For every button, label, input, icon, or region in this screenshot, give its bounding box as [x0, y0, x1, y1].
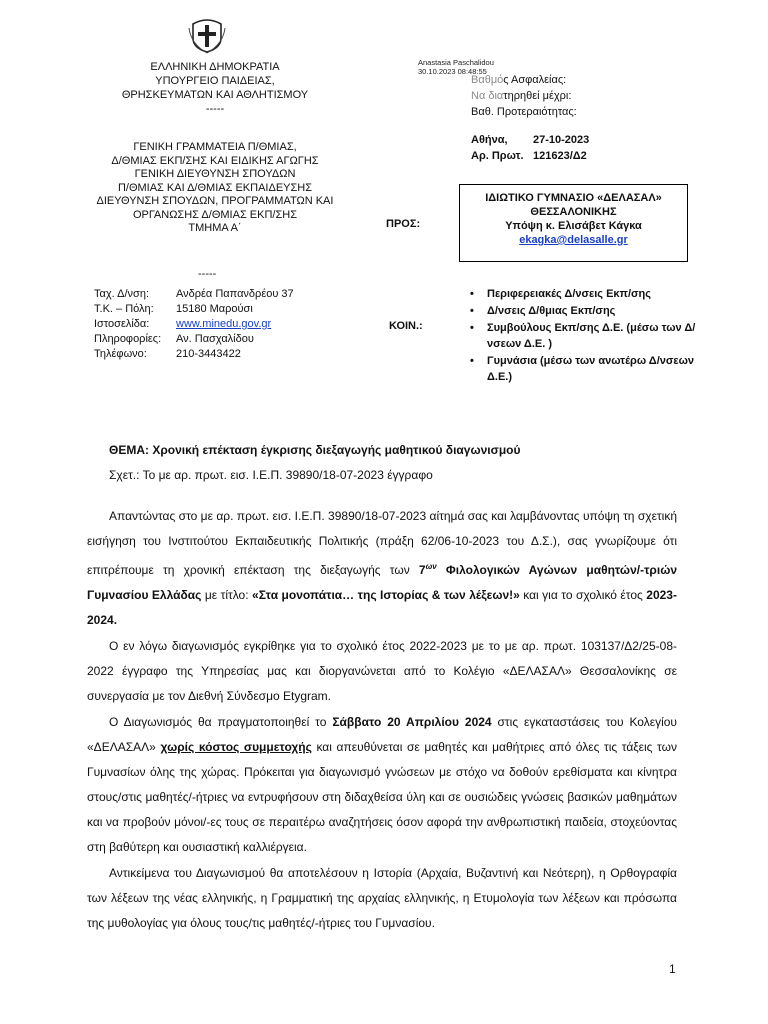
text-run: Ο Διαγωνισμός θα πραγματοποιηθεί το	[109, 715, 333, 729]
website-link[interactable]: www.minedu.gov.gr	[176, 318, 272, 330]
text-run: στις εγκαταστάσεις του Κολεγίου «ΔΕΛΑΣΑΛ»	[87, 715, 677, 754]
department-line: Π/ΘΜΙΑΣ ΚΑΙ Δ/ΘΜΙΑΣ ΕΚΠΑΙΔΕΥΣΗΣ	[117, 181, 313, 194]
place-label: Αθήνα,	[471, 134, 508, 146]
contact-value: 210-3443422	[176, 348, 241, 360]
greek-coat-of-arms-icon	[188, 14, 226, 54]
recipient-email-link[interactable]: ekagka@delasalle.gr	[519, 234, 628, 246]
body-paragraph	[87, 504, 677, 633]
contact-key: Πληροφορίες:	[94, 333, 162, 345]
document-body	[87, 504, 677, 937]
text-run: ων	[425, 562, 437, 571]
department-line: ΟΡΓΑΝΩΣΗΣ Δ/ΘΜΙΑΣ ΕΚΠ/ΣΗΣ	[132, 208, 298, 221]
department-line: ΔΙΕΥΘΥΝΣΗ ΣΠΟΥΔΩΝ, ΠΡΟΓΡΑΜΜΑΤΩΝ ΚΑΙ	[96, 195, 334, 207]
recipient-line: Υπόψη κ. Ελισάβετ Κάγκα	[505, 220, 642, 232]
related-reference: Σχετ.: Το με αρ. πρωτ. εισ. Ι.Ε.Π. 39890/18-07-2023 έγγραφο	[109, 468, 433, 482]
security-keep: τηρηθεί μέχρι:	[503, 90, 572, 102]
protocol-label: Αρ. Πρωτ.	[471, 150, 524, 162]
cc-label: ΚΟΙΝ.:	[389, 320, 423, 332]
text-run: και απευθύνεται σε μαθητές και μαθήτριες από όλες τις τάξεις των Γυμνασίων όλης της χώρας. Πρόκειται για διαγωνισμό γνώσεων με στόχο να δοθούν ερεθίσματα και κίνητρα στους/στις μαθητές/-ήτριες να εντρυφήσουν στη διδαχθείσα ύλη και σε ουσιώδεις γνώσεις βασικών μαθημάτων και να προβούν μόνοι/-ες τους σε περαιτέρω αναζητήσεις όσον αφορά την ανθρωπιστική παιδεία, στοχεύοντας στη βαθύτερη και ουσιαστική καλλιέργεια.	[87, 740, 677, 854]
header-line: ΕΛΛΗΝΙΚΗ ΔΗΜΟΚΡΑΤΙΑ	[150, 61, 280, 73]
text-run: Απαντώντας στο με αρ. πρωτ. εισ. Ι.Ε.Π. 39890/18-07-2023 αίτημά σας και λαμβάνοντας υπόψη τη σχετική εισήγηση του Ινστιτούτου Εκπαιδευτικής Πολιτικής (πράξη 62/06-10-2023 του Δ.Σ.), σας γνωρίζουμε ότι επιτρέπουμε τη χρονική επέκταση της διεξαγωγής των	[87, 509, 677, 577]
contact-value: Αν. Πασχαλίδου	[176, 333, 254, 345]
recipient-line: ΘΕΣΣΑΛΟΝΙΚΗΣ	[530, 206, 617, 218]
department-line: ΓΕΝΙΚΗ ΓΡΑΜΜΑΤΕΙΑ Π/ΘΜΙΑΣ,	[133, 141, 297, 153]
recipient-box	[459, 184, 688, 262]
department-line: ΤΜΗΜΑ Α΄	[188, 222, 242, 234]
security-priority: Βαθ. Προτεραιότητας:	[471, 106, 577, 118]
recipient-label: ΠΡΟΣ:	[386, 218, 421, 230]
body-paragraph	[87, 710, 677, 860]
recipient-line: ΙΔΙΩΤΙΚΟ ΓΥΜΝΑΣΙΟ «ΔΕΛΑΣΑΛ»	[485, 192, 662, 204]
cc-item: • Γυμνάσια (μέσω των ανωτέρω Δ/νσεων Δ.Ε.)	[470, 353, 720, 385]
header-line: ΥΠΟΥΡΓΕΙΟ ΠΑΙΔΕΙΑΣ,	[155, 75, 275, 87]
header-line: ΘΡΗΣΚΕΥΜΑΤΩΝ ΚΑΙ ΑΘΛΗΤΙΣΜΟΥ	[121, 89, 309, 101]
page-number: 1	[669, 962, 676, 976]
body-paragraph: Αντικείμενα του Διαγωνισμού θα αποτελέσουν η Ιστορία (Αρχαία, Βυζαντινή και Νεότερη), η Ορθογραφία των λέξεων της νέας ελληνικής, η Γραμματική της αρχαίας ελληνικής, η Ετυμολογία των λέξεων και πρόσωπα της μυθολογίας για όλους τους/τις μαθητές/-ήτριες του Γυμνασίου.	[87, 866, 677, 930]
text-run: 2023-2024.	[87, 588, 677, 627]
text-run: Φιλολογικών Αγώνων μαθητών/-τριών Γυμνασίου Ελλάδας	[87, 563, 678, 602]
header-line: -----	[205, 103, 225, 115]
contact-block	[94, 287, 294, 362]
body-paragraph: Ο εν λόγω διαγωνισμός εγκρίθηκε για το σχολικό έτος 2022-2023 με το με αρ. πρωτ. 103137/Δ2/25-08-2022 έγγραφο της Υπηρεσίας μας και διοργανώνεται από το Κολέγιο «ΔΕΛΑΣΑΛ» Θεσσαλονίκης σε συνεργασία με τον Διεθνή Σύνδεσμο Etygram.	[87, 639, 677, 703]
text-run: «Στα μονοπάτια… της Ιστορίας & των λέξεων!»	[252, 588, 520, 602]
contact-key: Ιστοσελίδα:	[94, 318, 150, 330]
security-degree: ς Ασφαλείας:	[503, 74, 567, 86]
cc-item: • Περιφερειακές Δ/νσεις Εκπ/σης	[470, 286, 720, 302]
department-line: Δ/ΘΜΙΑΣ ΕΚΠ/ΣΗΣ ΚΑΙ ΕΙΔΙΚΗΣ ΑΓΩΓΗΣ	[111, 154, 319, 167]
text-run: και για το σχολικό έτος	[519, 588, 647, 602]
signature-name: Anastasia Paschalidou	[418, 58, 494, 67]
contact-value: 15180 Μαρούσι	[176, 303, 253, 315]
contact-key: Τ.Κ. – Πόλη:	[94, 303, 154, 315]
text-run: Σάββατο 20 Απριλίου 2024	[332, 715, 492, 729]
cc-list	[470, 286, 720, 386]
text-run: χωρίς κόστος συμμετοχής	[160, 740, 312, 754]
cc-item: • Δ/νσεις Δ/θμιας Εκπ/σης	[470, 303, 720, 319]
department-separator: -----	[198, 268, 217, 280]
text-run: με τίτλο:	[201, 588, 253, 602]
security-degree-ghost: Βαθμό	[471, 74, 504, 86]
security-keep-ghost: Να δια	[471, 90, 504, 102]
protocol-number: 121623/Δ2	[533, 150, 587, 162]
document-subject: ΘΕΜΑ: Χρονική επέκταση έγκρισης διεξαγωγής μαθητικού διαγωνισμού	[109, 443, 521, 457]
contact-value: Ανδρέα Παπανδρέου 37	[176, 288, 294, 300]
cc-item: • Συμβούλους Εκπ/σης Δ.Ε. (μέσω των Δ/νσεων Δ.Ε. )	[470, 320, 720, 352]
security-block	[471, 72, 577, 120]
signature-timestamp: 30.10.2023 08:48:55	[418, 67, 487, 76]
contact-key: Τηλέφωνο:	[94, 348, 147, 360]
department-line: ΓΕΝΙΚΗ ΔΙΕΥΘΥΝΣΗ ΣΠΟΥΔΩΝ	[134, 168, 296, 180]
date-protocol-block	[471, 132, 589, 164]
document-date: 27-10-2023	[533, 134, 590, 146]
text-run: 7	[418, 563, 426, 577]
contact-key: Ταχ. Δ/νση:	[94, 288, 150, 300]
department-block	[60, 141, 370, 236]
ministry-header	[90, 60, 340, 116]
